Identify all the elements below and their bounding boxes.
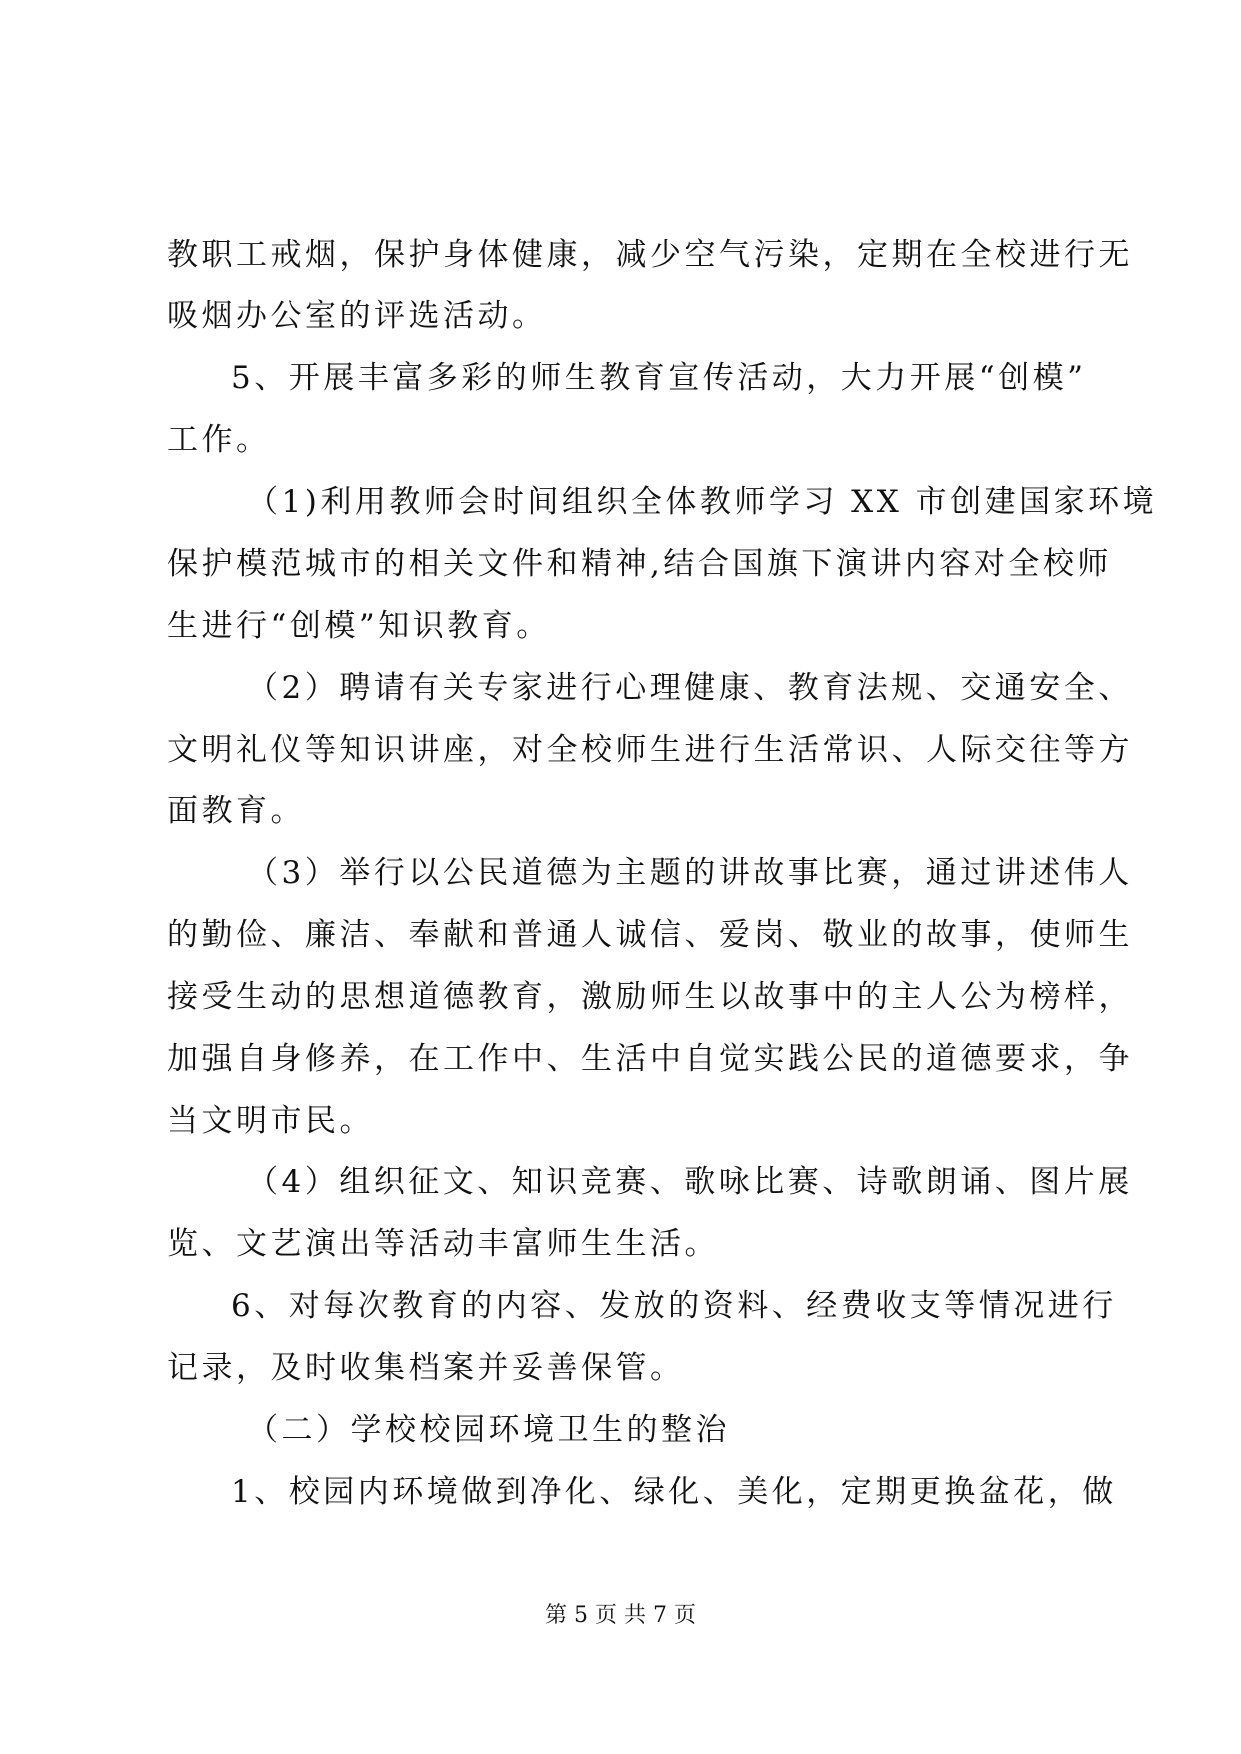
section-heading: （二）学校校园环境卫生的整治 [247,1412,730,1448]
body-text-line: 文明礼仪等知识讲座，对全校师生进行生活常识、人际交往等方 [167,732,1133,768]
sub-item-4: （4）组织征文、知识竞赛、歌咏比赛、诗歌朗诵、图片展 [247,1164,1133,1200]
body-text-line: 的勤俭、廉洁、奉献和普通人诚信、爱岗、敬业的故事，使师生 [167,917,1133,953]
body-text-line: 面教育。 [167,793,305,829]
body-text-line: 当文明市民。 [167,1103,374,1139]
body-text-line: 生进行“创模”知识教育。 [167,608,551,644]
list-item-1-heading: 1、校园内环境做到净化、绿化、美化，定期更换盆花，做 [231,1474,1117,1510]
page-number-footer: 第 5 页 共 7 页 [545,1603,696,1628]
list-item-6-heading: 6、对每次教育的内容、发放的资料、经费收支等情况进行 [231,1288,1117,1324]
body-text-line: 保护模范城市的相关文件和精神,结合国旗下演讲内容对全校师 [167,546,1112,582]
body-text-line: 工作。 [167,422,271,458]
sub-item-2: （2）聘请有关专家进行心理健康、教育法规、交通安全、 [247,670,1133,706]
body-text-line: 览、文艺演出等活动丰富师生生活。 [167,1226,719,1262]
list-item-5-heading: 5、开展丰富多彩的师生教育宣传活动，大力开展“创模” [231,360,1087,396]
body-text-line: 加强自身修养，在工作中、生活中自觉实践公民的道德要求，争 [167,1041,1133,1077]
body-text-line: 接受生动的思想道德教育，激励师生以故事中的主人公为榜样， [167,979,1133,1015]
body-text-line: 吸烟办公室的评选活动。 [167,298,547,334]
body-text-line: 教职工戒烟，保护身体健康，减少空气污染，定期在全校进行无 [167,237,1133,273]
body-text-line: 记录，及时收集档案并妥善保管。 [167,1350,685,1386]
sub-item-3: （3）举行以公民道德为主题的讲故事比赛，通过讲述伟人 [247,855,1133,891]
sub-item-1: （1)利用教师会时间组织全体教师学习 XX 市创建国家环境 [247,484,1158,520]
